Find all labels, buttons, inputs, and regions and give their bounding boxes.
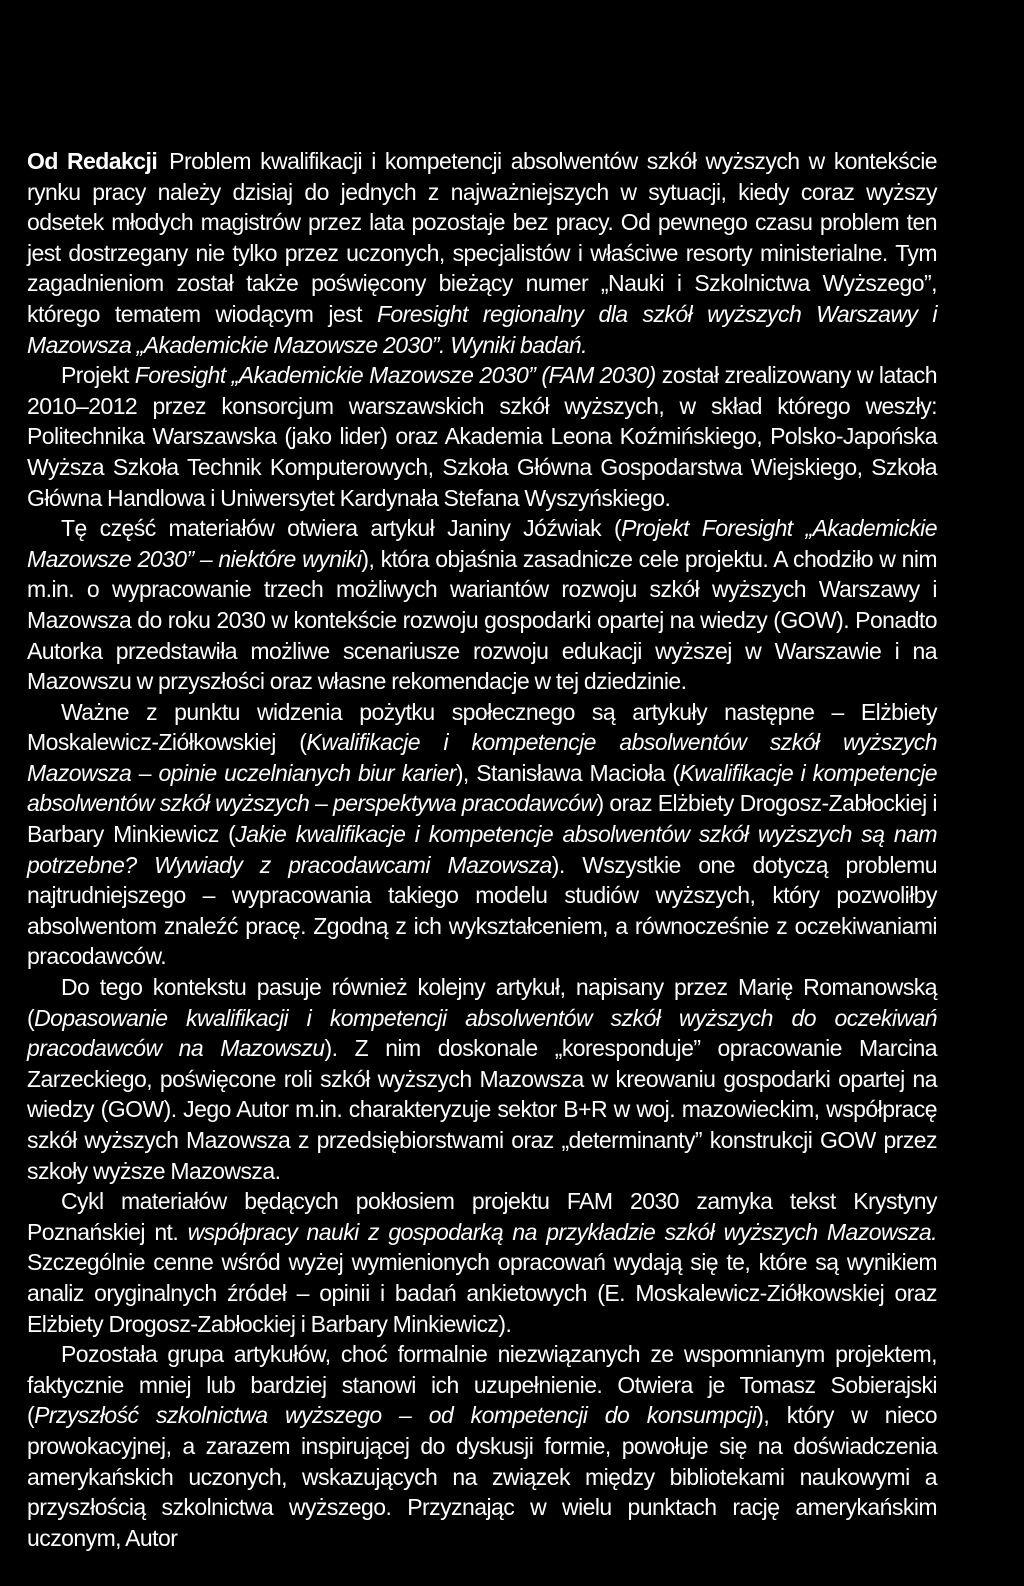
italic-text-run: Kwalifikacje i kompetencje absolwentów szkół wyższych Mazowsza – opinie uczelnianych biur karier	[27, 729, 938, 786]
italic-text-run: Dopasowanie kwalifikacji i kompetencji absolwentów szkół wyższych do oczekiwań pracodawców na Mazowszu	[27, 1004, 937, 1062]
text-run: ). Wszystkie one dotyczą problemu najtrudniejszego – wypracowania takiego modelu studiów wyższych, który pozwoliłby absolwentom znaleźć pracę. Zgodną z ich wykształceniem, a równocześnie z oczekiwaniami pracodawców.	[27, 851, 937, 970]
text-run: Do tego kontekstu pasuje również kolejny artykuł, napisany przez Marię Romanowską (	[27, 974, 937, 1031]
text-run: ) oraz Elżbiety Drogosz-Zabłockiej i Barbary Minkiewicz (	[27, 790, 937, 848]
text-run: został zrealizowany w latach 2010–2012 przez konsorcjum warszawskich szkół wyższych, w skład którego weszły: Politechnika Warszawska (jako lider) oraz Akademia Leona Koźmińskiego, Polsko-Japońska Wyższa Szkoła Technik Komputerowych, Szkoła Główna Gospodarstwa Wiejskiego, Szkoła Główna Handlowa i Uniwersytet Kardynała Stefana Wyszyńskiego.	[27, 362, 937, 511]
paragraph	[27, 513, 937, 697]
section-label: Od Redakcji	[27, 148, 158, 174]
italic-text-run: Przyszłość szkolnictwa wyższego – od kompetencji do konsumpcji	[34, 1402, 757, 1429]
italic-text-run: współpracy nauki z gospodarką na przykładzie szkół wyższych Mazowsza.	[187, 1218, 937, 1245]
paragraph	[27, 1339, 937, 1553]
italic-text-run: Projekt Foresight „Akademickie Mazowsze 2030” – niektóre wyniki	[27, 515, 937, 572]
paragraph	[27, 697, 937, 972]
paragraph	[27, 1186, 937, 1339]
text-run: ), która objaśnia zasadnicze cele projektu. A chodziło w nim m.in. o wypracowanie trzech możliwych wariantów rozwoju szkół wyższych Warszawy i Mazowsza do roku 2030 w kontekście rozwoju gospodarki opartej na wiedzy (GOW). Ponadto Autorka przedstawiła możliwe scenariusze rozwoju edukacji wyższej w Warszawie i na Mazowszu w przyszłości oraz własne rekomendacje w tej dziedzinie.	[27, 545, 937, 695]
text-run: ), Stanisława Macioła (	[455, 759, 680, 786]
text-run: Projekt	[61, 362, 135, 389]
text-run: Szczególnie cenne wśród wyżej wymienionych opracowań wydają się te, które są wynikiem analiz oryginalnych źródeł – opinii i badań ankietowych (E. Moskalewicz-Ziółkowskiej oraz Elżbiety Drogosz-Zabłockiej i Barbary Minkiewicz).	[27, 1249, 937, 1337]
paragraph	[27, 972, 937, 1186]
text-run: ), który w nieco prowokacyjnej, a zarazem inspirującej do dyskusji formie, powołuje się na doświadczenia amerykańskich uczonych, wskazujących na związek między bibliotekami naukowymi a przyszłością szkolnictwa wyższego. Przyznając w wielu punktach rację amerykańskim uczonym, Autor	[27, 1402, 937, 1551]
italic-text-run: Jakie kwalifikacje i kompetencje absolwentów szkół wyższych są nam potrzebne? Wywiady z pracodawcami Mazowsza	[27, 821, 937, 878]
paragraph	[27, 146, 937, 360]
italic-text-run: Foresight regionalny dla szkół wyższych Warszawy i Mazowsza „Akademickie Mazowsze 2030”. Wyniki badań.	[27, 300, 937, 358]
text-run: Tę część materiałów otwiera artykuł Janiny Jóźwiak (	[61, 515, 622, 542]
text-run: Ważne z punktu widzenia pożytku społecznego są artykuły następne – Elżbiety Moskalewicz-Ziółkowskiej (	[27, 698, 937, 756]
editorial-page	[27, 146, 937, 1553]
text-run: Cykl materiałów będących pokłosiem projektu FAM 2030 zamyka tekst Krystyny Poznańskiej nt.	[27, 1188, 937, 1245]
paragraph	[27, 360, 937, 513]
text-run: ). Z nim doskonale „koresponduje” opracowanie Marcina Zarzeckiego, poświęcone roli szkół wyższych Mazowsza w kreowaniu gospodarki opartej na wiedzy (GOW). Jego Autor m.in. charakteryzuje sektor B+R w woj. mazowieckim, współpracę szkół wyższych Mazowsza z przedsiębiorstwami oraz „determinanty” konstrukcji GOW przez szkoły wyższe Mazowsza.	[27, 1035, 937, 1184]
italic-text-run: Kwalifikacje i kompetencje absolwentów szkół wyższych – perspektywa pracodawców	[27, 759, 937, 817]
italic-text-run: Foresight „Akademickie Mazowsze 2030” (FAM 2030)	[134, 362, 656, 389]
text-run: Problem kwalifikacji i kompetencji absolwentów szkół wyższych w kontekście rynku pracy należy dzisiaj do jednych z najważniejszych w sytuacji, kiedy coraz wyższy odsetek młodych magistrów przez lata pozostaje bez pracy. Od pewnego czasu problem ten jest dostrzegany nie tylko przez uczonych, specjalistów i właściwe resorty ministerialne. Tym zagadnieniom został także poświęcony bieżący numer „Nauki i Szkolnictwa Wyższego”, którego tematem wiodącym jest	[27, 148, 937, 327]
text-run: Pozostała grupa artykułów, choć formalnie niezwiązanych ze wspomnianym projektem, faktycznie mniej lub bardziej stanowi ich uzupełnienie. Otwiera je Tomasz Sobierajski (	[27, 1341, 937, 1429]
